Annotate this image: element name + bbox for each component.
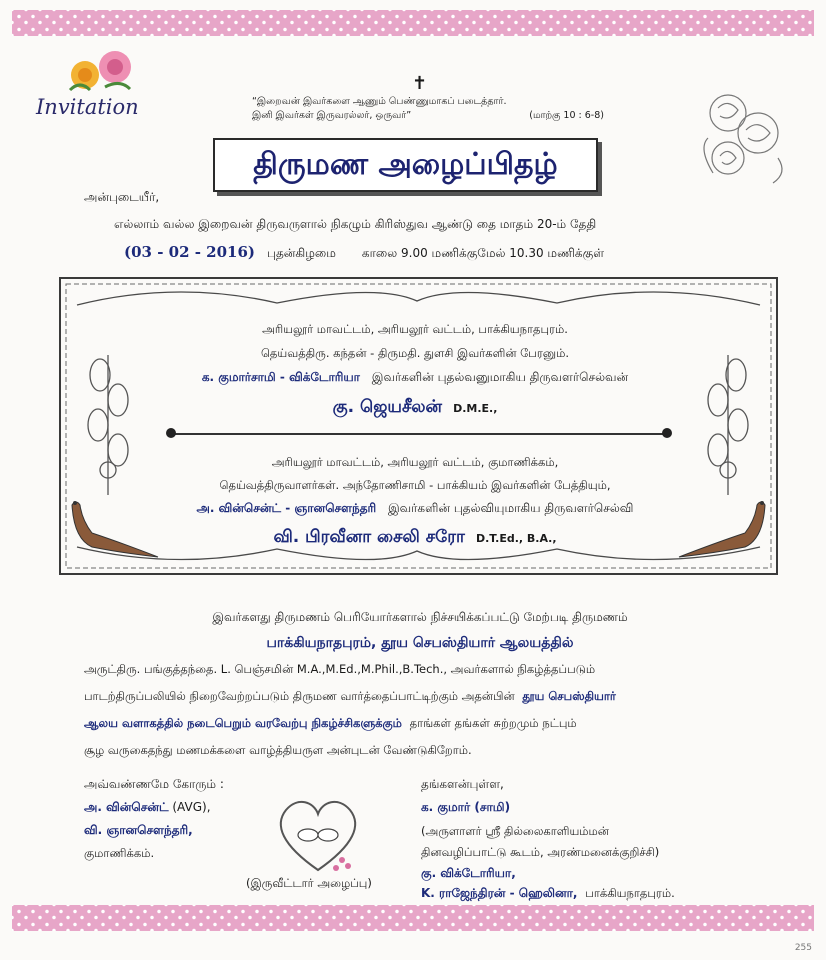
footer-left-label: அவ்வண்ணமே கோரும் : bbox=[84, 777, 224, 791]
footer-center-caption: (இருவீட்டார் அழைப்பு) bbox=[246, 876, 372, 890]
body-line-3: அருட்திரு. பங்குத்தந்தை. L. பெஞ்சமின் M.A.,M.Ed.,M.Phil.,B.Tech., அவர்களால் நிகழ்த்தப்படும் bbox=[84, 662, 596, 676]
footer-right-name3-suffix: பாக்கியநாதபுரம். bbox=[585, 886, 675, 900]
date-line bbox=[124, 243, 764, 262]
bottom-floral-border bbox=[12, 905, 814, 931]
footer-left-name1: அ. வின்சென்ட் bbox=[84, 800, 169, 814]
title-box bbox=[213, 138, 598, 192]
body-line-5 bbox=[84, 716, 784, 732]
center-divider bbox=[170, 433, 670, 435]
verse-block bbox=[230, 95, 610, 123]
body-line-1: இவர்களது திருமணம் பெரியோர்களால் நிச்சயிக்கப்பட்டு மேற்படி திருமணம் bbox=[212, 610, 628, 624]
page-number: 255 bbox=[794, 943, 812, 953]
verse-reference: (மாற்கு 10 : 6-8) bbox=[529, 110, 604, 121]
intro-line: எல்லாம் வல்ல இறைவன் திருவருளால் நிகழும் கிரிஸ்துவ ஆண்டு தை மாதம் 20-ம் தேதி bbox=[114, 217, 597, 231]
bride-place: அரியலூர் மாவட்டம், அரியலூர் வட்டம், குமாணிக்கம், bbox=[271, 455, 559, 469]
body-line-4 bbox=[84, 689, 784, 705]
bride-parents-suffix: இவர்களின் புதல்வியுமாகிய திருவளர்செல்வி bbox=[388, 501, 634, 515]
page-title: திருமண அழைப்பிதழ் bbox=[253, 147, 558, 182]
bride-parents-line bbox=[140, 501, 690, 517]
wedding-time: காலை 9.00 மணிக்குமேல் 10.30 மணிக்குள் bbox=[361, 246, 605, 260]
footer-right-name1: க. குமார் (சாமி) bbox=[421, 800, 511, 814]
logo-text: Invitation bbox=[36, 95, 139, 119]
wedding-day: புதன்கிழமை bbox=[267, 246, 336, 260]
body-line-5a: ஆலய வளாகத்தில் நடைபெறும் வரவேற்பு நிகழ்ச்சிகளுக்கும் bbox=[84, 716, 402, 730]
cross-icon: ✝ bbox=[412, 73, 428, 94]
right-flower-icon bbox=[698, 345, 758, 495]
top-floral-border bbox=[12, 10, 814, 36]
footer-left-place: குமாணிக்கம். bbox=[84, 846, 155, 860]
left-flower-icon bbox=[78, 345, 138, 495]
groom-name: கு. ஜெயசீலன் bbox=[332, 397, 442, 417]
groom-degree: D.M.E., bbox=[453, 402, 498, 415]
divider-dot-right bbox=[662, 428, 672, 438]
footer-left-name1-line bbox=[84, 800, 211, 816]
bride-name: வி. பிரவீனா சைலி சரோ bbox=[273, 527, 465, 547]
bride-grandparents: தெய்வத்திருவாளர்கள். அந்தோணிசாமி - பாக்கியம் இவர்களின் பேத்தியும், bbox=[219, 478, 611, 492]
footer-right-name2: கு. விக்டோரியா, bbox=[421, 866, 516, 880]
wedding-date: (03 - 02 - 2016) bbox=[124, 243, 256, 261]
bride-name-line bbox=[150, 527, 680, 549]
groom-grandparents: தெய்வத்திரு. கந்தன் - திருமதி. துளசி இவர்களின் பேரனும். bbox=[260, 346, 570, 360]
groom-parents: க. குமார்சாமி - விக்டோரியா bbox=[201, 370, 360, 384]
footer-right-label: தங்களன்புள்ள, bbox=[421, 777, 504, 791]
footer-right-name3: K. ராஜேந்திரன் - ஹெலினா, bbox=[421, 886, 578, 900]
body-line-6: சூழ வருகைதந்து மணமக்களை வாழ்த்தியருள அன்புடன் வேண்டுகிறோம். bbox=[84, 743, 472, 757]
groom-parents-suffix: இவர்களின் புதல்வனுமாகிய திருவளர்செல்வன் bbox=[371, 370, 629, 384]
rose-sketch-icon bbox=[688, 78, 798, 188]
body-line-5b: தாங்கள் தங்கள் சுற்றமும் நட்பும் bbox=[409, 716, 577, 730]
footer-right-line3: தினவழிப்பாட்டு கூடம், அரண்மனைக்குறிச்சி) bbox=[421, 845, 660, 859]
footer-left-name2: வி. ஞானசௌந்தரி, bbox=[84, 823, 193, 837]
right-peacock-icon bbox=[675, 495, 775, 565]
venue: பாக்கியநாதபுரம், தூய செபஸ்தியார் ஆலயத்தில் bbox=[266, 635, 574, 651]
body-line-4a: பாடற்திருப்பலியில் நிறைவேற்றப்படும் திருமண வார்த்தைப்பாட்டிற்கும் அதன்பின் bbox=[84, 689, 515, 703]
salutation: அன்புடையீர், bbox=[84, 190, 160, 204]
verse-line-1: “இறைவன் இவர்களை ஆணும் பெண்ணுமாகப் படைத்தார். bbox=[252, 96, 507, 107]
footer-right-line2: (அருளாளர் ஸ்ரீ தில்லைகாளியம்மன் bbox=[421, 824, 609, 838]
invitation-logo bbox=[30, 45, 160, 135]
heart-doves-icon bbox=[272, 790, 364, 880]
bride-degree: D.T.Ed., B.A., bbox=[476, 532, 557, 545]
divider-dot-left bbox=[166, 428, 176, 438]
groom-parents-line bbox=[140, 370, 690, 386]
footer-left-name1-suffix: (AVG), bbox=[172, 800, 211, 814]
footer-right-name3-line bbox=[421, 886, 675, 902]
groom-name-line bbox=[155, 397, 675, 419]
bride-parents: அ. வின்சென்ட் - ஞானசௌந்தரி bbox=[196, 501, 377, 515]
verse-line-2: இனி இவர்கள் இருவரல்லர், ஒருவர்” bbox=[252, 110, 412, 121]
body-line-4b: தூய செபஸ்தியார் bbox=[522, 689, 616, 703]
groom-place: அரியலூர் மாவட்டம், அரியலூர் வட்டம், பாக்கியநாதபுரம். bbox=[262, 322, 568, 336]
